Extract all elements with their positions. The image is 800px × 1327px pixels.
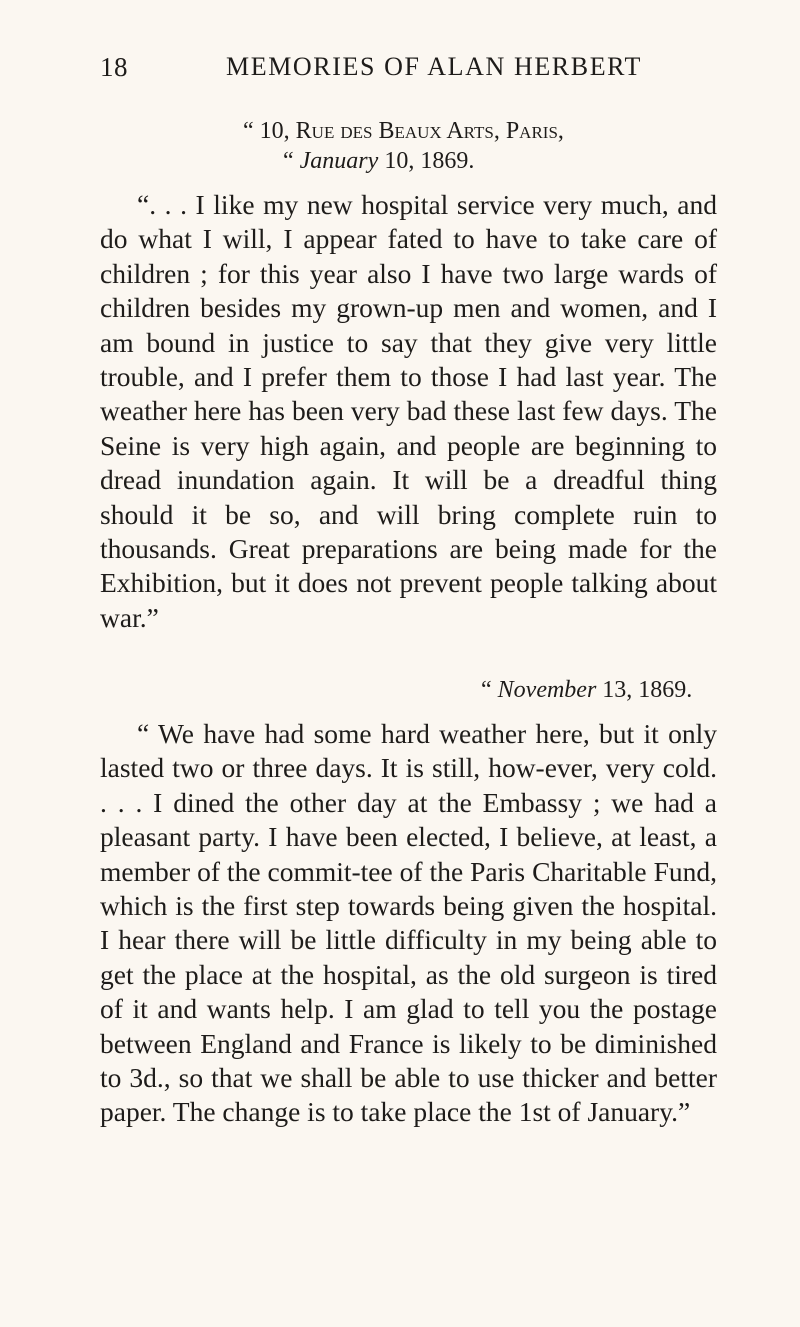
letter-date	[100, 146, 717, 176]
address-street: Rue des Beaux Arts, Paris,	[295, 118, 564, 144]
letter-body: “ We have had some hard weather here, but it only lasted two or three days. It is still, how-ever, very cold. . . . I dined the other day at the Embassy ; we had a pleasant party. I have been elected, I believe, at least, a member of the commit-tee of the Paris Charitable Fund, which is the first step towards being given the hospital. I hear there will be little difficulty in my being able to get the place at the hospital, as the old surgeon is tired of it and wants help. I am glad to tell you the postage between England and France is likely to be diminished to 3d., so that we shall be able to use thicker and better paper. The change is to take place the 1st of January.”	[100, 718, 717, 1128]
letter-november	[100, 675, 717, 1130]
address-number: “ 10,	[243, 118, 296, 144]
date-month: January	[299, 148, 379, 174]
book-title: MEMORIES OF ALAN HERBERT	[226, 52, 643, 81]
date-day-year: 10, 1869.	[378, 148, 475, 174]
date-day-year: 13, 1869.	[596, 677, 693, 703]
date-month: November	[497, 677, 597, 703]
letter-date	[100, 675, 717, 705]
page-number: 18	[100, 52, 128, 82]
running-head	[100, 52, 720, 92]
letter-january	[100, 116, 717, 635]
date-quote: “	[481, 677, 498, 703]
letter-address	[100, 116, 717, 146]
letter-body: “. . . I like my new hospital service very much, and do what I will, I appear fated to have to take care of children ; for this year also I have two large wards of children besides my grown-up men and women, and I am bound in justice to say that they give very little trouble, and I prefer them to those I had last year. The weather here has been very bad these last few days. The Seine is very high again, and people are beginning to dread inundation again. It will be a dreadful thing should it be so, and will bring complete ruin to thousands. Great preparations are being made for the Exhibition, but it does not prevent people talking about war.”	[100, 189, 717, 633]
date-quote: “	[283, 148, 300, 174]
